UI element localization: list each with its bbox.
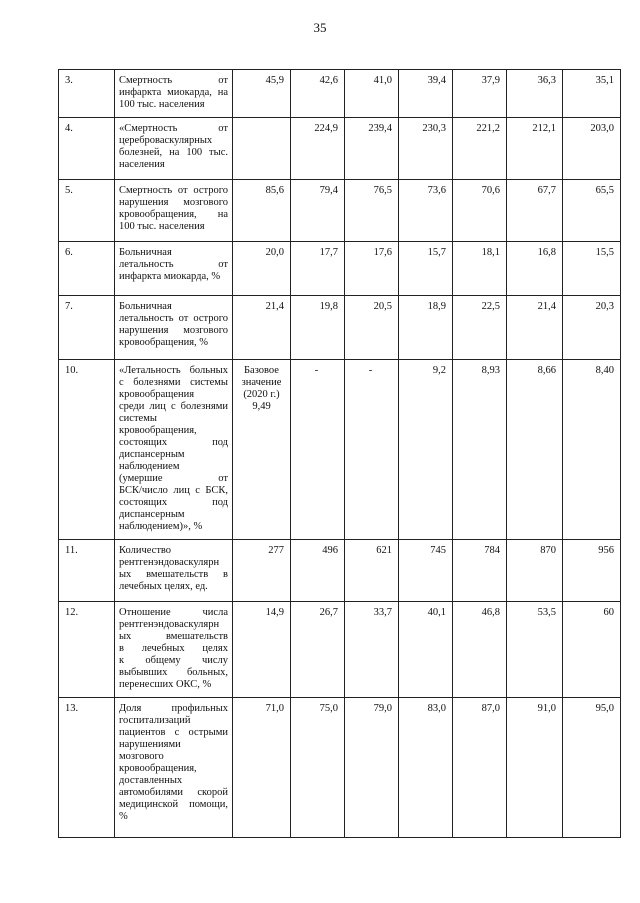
indicator-line: диспансерным <box>119 509 185 520</box>
value-cell: 75,0 <box>291 698 345 838</box>
row-number: 4. <box>59 118 115 180</box>
table-row <box>59 118 621 180</box>
indicator-line: летальность от <box>119 259 228 270</box>
row-number: 6. <box>59 242 115 296</box>
indicator-line: кровообращения <box>119 389 195 400</box>
indicator-line: автомобилями скорой <box>119 787 228 798</box>
value-cell: 41,0 <box>345 70 399 118</box>
indicator-line: кровообращения, <box>119 425 197 436</box>
indicator-line: к общему числу <box>119 655 228 666</box>
value-cell: 956 <box>563 540 621 602</box>
value-cell: 17,7 <box>291 242 345 296</box>
value-cell: 20,5 <box>345 296 399 360</box>
indicator-line: диспансерным <box>119 449 185 460</box>
table-row <box>59 242 621 296</box>
row-number: 11. <box>59 540 115 602</box>
value-cell: 9,2 <box>399 360 453 540</box>
indicator-line: нарушения мозгового <box>119 325 228 336</box>
indicator-line: болезней, на 100 тыс. <box>119 147 228 158</box>
indicator-line: рентгенэндоваскулярн <box>119 619 220 630</box>
value-cell: - <box>291 360 345 540</box>
table-row <box>59 602 621 698</box>
value-cell: 8,40 <box>563 360 621 540</box>
table-row <box>59 698 621 838</box>
indicator-line: Смертность от <box>119 75 228 86</box>
value-cell: 39,4 <box>399 70 453 118</box>
value-cell: 79,4 <box>291 180 345 242</box>
value-cell: 45,9 <box>233 70 291 118</box>
value-cell: 21,4 <box>507 296 563 360</box>
indicator-line: летальность от острого <box>119 313 228 324</box>
indicator-line: Количество <box>119 545 172 556</box>
indicator-line: доставленных <box>119 775 183 786</box>
row-number: 10. <box>59 360 115 540</box>
value-cell: 76,5 <box>345 180 399 242</box>
value-cell: 87,0 <box>453 698 507 838</box>
indicators-table <box>58 69 621 838</box>
base-value: Базовое значение (2020 г.) 9,49 <box>233 360 291 540</box>
indicator-name <box>115 698 233 838</box>
indicator-line: 100 тыс. населения <box>119 99 205 110</box>
indicator-line: кровообращения, % <box>119 337 209 348</box>
value-cell: 870 <box>507 540 563 602</box>
value-cell: 53,5 <box>507 602 563 698</box>
indicator-line: медицинской помощи, <box>119 799 228 810</box>
indicator-name <box>115 70 233 118</box>
indicator-line: кровообращения, на <box>119 209 228 220</box>
indicator-line: Смертность от острого <box>119 185 228 196</box>
indicator-line: рентгенэндоваскулярн <box>119 557 220 568</box>
value-cell: 17,6 <box>345 242 399 296</box>
value-cell: 70,6 <box>453 180 507 242</box>
indicator-line: «Летальность больных <box>119 365 228 376</box>
indicator-line: наблюдением <box>119 461 180 472</box>
value-cell: 221,2 <box>453 118 507 180</box>
value-cell: 15,5 <box>563 242 621 296</box>
indicator-name <box>115 360 233 540</box>
value-cell: 239,4 <box>345 118 399 180</box>
indicator-line: кровообращения, <box>119 763 197 774</box>
value-cell: 36,3 <box>507 70 563 118</box>
indicator-line: цереброваскулярных <box>119 135 213 146</box>
indicator-line: мозгового <box>119 751 164 762</box>
indicator-name <box>115 296 233 360</box>
value-cell: 67,7 <box>507 180 563 242</box>
indicator-line: % <box>119 811 128 822</box>
value-cell: 18,9 <box>399 296 453 360</box>
indicator-line: выбывших больных, <box>119 667 228 678</box>
indicator-line: состоящих под <box>119 497 228 508</box>
value-cell: 33,7 <box>345 602 399 698</box>
indicator-line: пациентов с острыми <box>119 727 228 738</box>
table-row <box>59 296 621 360</box>
indicator-line: нарушениями <box>119 739 181 750</box>
value-cell: - <box>345 360 399 540</box>
value-cell: 15,7 <box>399 242 453 296</box>
value-cell: 20,3 <box>563 296 621 360</box>
row-number: 13. <box>59 698 115 838</box>
value-cell: 212,1 <box>507 118 563 180</box>
value-cell: 277 <box>233 540 291 602</box>
value-cell: 14,9 <box>233 602 291 698</box>
value-cell: 22,5 <box>453 296 507 360</box>
indicator-line: в лечебных целях <box>119 643 228 654</box>
value-cell: 79,0 <box>345 698 399 838</box>
indicator-line: перенесших ОКС, % <box>119 679 212 690</box>
indicator-line: населения <box>119 159 165 170</box>
indicator-name <box>115 540 233 602</box>
indicator-line: Доля профильных <box>119 703 228 714</box>
value-cell: 19,8 <box>291 296 345 360</box>
indicator-line: Больничная <box>119 301 172 312</box>
indicator-line: инфаркта миокарда, на <box>119 87 228 98</box>
indicator-line: БСК/число лиц с БСК, <box>119 485 228 496</box>
value-cell: 16,8 <box>507 242 563 296</box>
value-cell: 8,66 <box>507 360 563 540</box>
value-cell: 46,8 <box>453 602 507 698</box>
indicator-name <box>115 242 233 296</box>
indicator-line: с болезнями системы <box>119 377 228 388</box>
indicator-line: госпитализаций <box>119 715 191 726</box>
indicator-line: состоящих под <box>119 437 228 448</box>
indicator-line: «Смертность от <box>119 123 228 134</box>
value-cell: 26,7 <box>291 602 345 698</box>
value-cell: 37,9 <box>453 70 507 118</box>
value-cell: 42,6 <box>291 70 345 118</box>
table-row <box>59 180 621 242</box>
indicator-line: среди лиц с болезнями <box>119 401 228 412</box>
value-cell: 496 <box>291 540 345 602</box>
value-cell: 40,1 <box>399 602 453 698</box>
indicator-name <box>115 602 233 698</box>
row-number: 7. <box>59 296 115 360</box>
indicator-line: (умершие от <box>119 473 228 484</box>
row-number: 5. <box>59 180 115 242</box>
indicator-line: ых вмешательств в <box>119 569 228 580</box>
value-cell: 784 <box>453 540 507 602</box>
indicator-line: наблюдением)», % <box>119 521 203 532</box>
page-number: 35 <box>313 20 327 35</box>
value-cell: 65,5 <box>563 180 621 242</box>
value-cell: 85,6 <box>233 180 291 242</box>
indicator-line: ых вмешательств <box>119 631 228 642</box>
value-cell: 91,0 <box>507 698 563 838</box>
indicator-line: Отношение числа <box>119 607 228 618</box>
value-cell: 71,0 <box>233 698 291 838</box>
indicator-name <box>115 180 233 242</box>
value-cell: 230,3 <box>399 118 453 180</box>
value-cell: 35,1 <box>563 70 621 118</box>
indicator-name <box>115 118 233 180</box>
indicator-line: Больничная <box>119 247 172 258</box>
value-cell: 18,1 <box>453 242 507 296</box>
value-cell: 203,0 <box>563 118 621 180</box>
value-cell <box>233 118 291 180</box>
value-cell: 224,9 <box>291 118 345 180</box>
value-cell: 20,0 <box>233 242 291 296</box>
table-row <box>59 540 621 602</box>
row-number: 12. <box>59 602 115 698</box>
indicator-line: системы <box>119 413 157 424</box>
table-row <box>59 360 621 540</box>
value-cell: 73,6 <box>399 180 453 242</box>
indicator-line: нарушения мозгового <box>119 197 228 208</box>
table-row <box>59 70 621 118</box>
value-cell: 60 <box>563 602 621 698</box>
value-cell: 83,0 <box>399 698 453 838</box>
value-cell: 621 <box>345 540 399 602</box>
row-number: 3. <box>59 70 115 118</box>
indicator-line: лечебных целях, ед. <box>119 581 208 592</box>
value-cell: 745 <box>399 540 453 602</box>
indicator-line: 100 тыс. населения <box>119 221 205 232</box>
value-cell: 21,4 <box>233 296 291 360</box>
value-cell: 95,0 <box>563 698 621 838</box>
indicator-line: инфаркта миокарда, % <box>119 271 221 282</box>
value-cell: 8,93 <box>453 360 507 540</box>
